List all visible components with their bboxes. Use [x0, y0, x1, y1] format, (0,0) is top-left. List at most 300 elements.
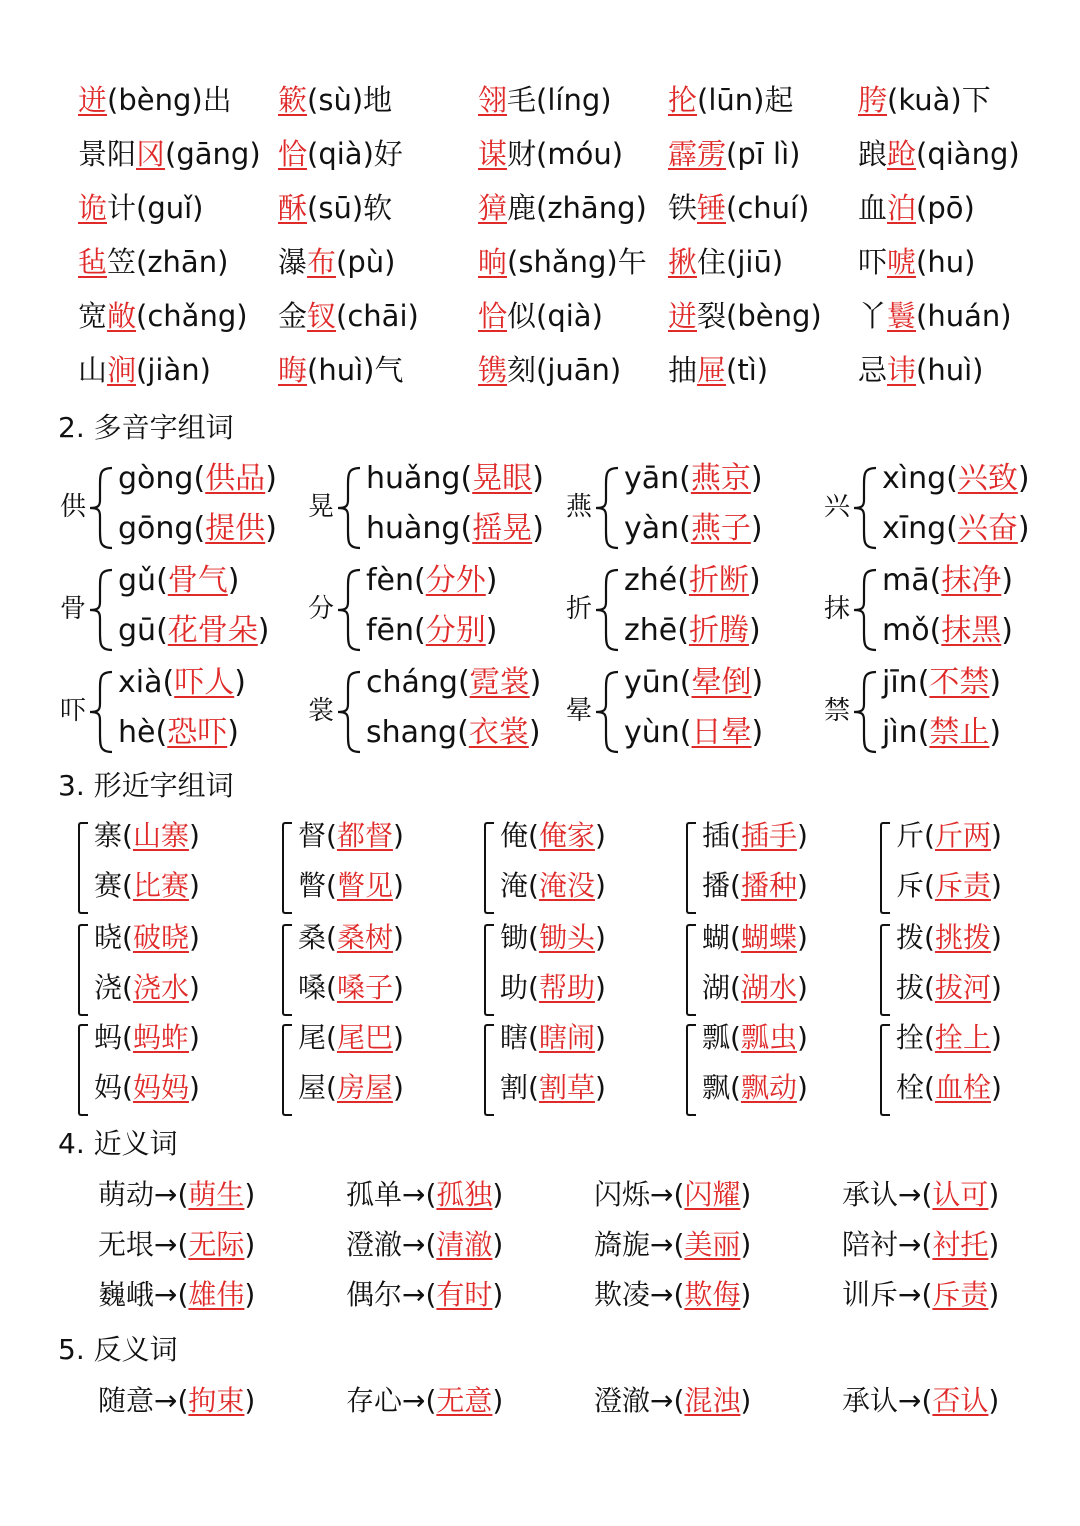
pinyin: yān	[624, 461, 680, 496]
example-word: 瞥见	[336, 869, 393, 902]
arrow: →(	[898, 1278, 933, 1311]
polyphonic-group	[308, 560, 548, 660]
pinyin-item	[668, 299, 822, 333]
pinyin-text: 住(jiū)	[697, 245, 784, 279]
highlighted-char: 恰	[478, 299, 508, 333]
similar-shape-group	[484, 920, 664, 1020]
curly-brace-icon	[850, 670, 880, 754]
paren: )	[748, 613, 761, 648]
synonym-pair	[346, 1278, 504, 1311]
pinyin-item	[668, 137, 801, 171]
paren: )	[751, 665, 764, 700]
char: 浇	[94, 971, 123, 1004]
pinyin-text: (pù)	[336, 245, 396, 279]
char-line	[896, 971, 1002, 1004]
paren: )	[594, 819, 606, 852]
example-word: 房屋	[336, 1071, 393, 1104]
pinyin-text: 似(qià)	[507, 299, 603, 333]
word: 澄澈	[346, 1228, 403, 1261]
arrow: →(	[154, 1178, 189, 1211]
arrow: →(	[898, 1384, 933, 1417]
brace	[592, 670, 622, 758]
paren: )	[990, 1071, 1002, 1104]
curly-brace-icon	[850, 568, 880, 652]
pinyin-text: (huán)	[916, 299, 1012, 333]
char: 赛	[94, 869, 123, 902]
char: 斤	[896, 819, 925, 852]
paren: (	[730, 971, 741, 1004]
pinyin-item	[278, 191, 393, 225]
example-word: 破晓	[132, 921, 189, 954]
polyphonic-char: 折	[566, 594, 593, 624]
word: 孤单	[346, 1178, 403, 1211]
synonym-pair	[594, 1278, 752, 1311]
char-line	[702, 819, 808, 852]
char-line	[896, 869, 1002, 902]
example-word: 都督	[336, 819, 393, 852]
char: 湖	[702, 971, 731, 1004]
pinyin-item	[858, 245, 976, 279]
reading-line	[366, 461, 544, 496]
example-word: 霓裳	[469, 665, 530, 700]
example-word: 挑拨	[934, 921, 991, 954]
paren: )	[392, 921, 404, 954]
char-line	[298, 1021, 404, 1054]
similar-shape-group	[880, 1020, 1060, 1120]
pinyin: yùn	[624, 715, 680, 750]
synonym-pair	[98, 1178, 256, 1211]
polyphonic-group	[566, 458, 806, 558]
example-word: 山寨	[132, 819, 189, 852]
highlighted-char: 晦	[278, 353, 308, 387]
paren: )	[188, 921, 200, 954]
example-word: 禁止	[929, 715, 990, 750]
highlighted-char: 霹雳	[668, 137, 727, 171]
paren: (	[326, 1071, 337, 1104]
reading-line	[118, 613, 270, 648]
paren: )	[532, 511, 544, 546]
paren: )	[492, 1178, 504, 1211]
polyphonic-char: 吓	[60, 696, 87, 726]
word: 旖旎	[594, 1228, 651, 1261]
paren: (	[730, 1021, 741, 1054]
example-word: 妈妈	[132, 1071, 189, 1104]
pinyin-item	[278, 137, 403, 171]
highlighted-char: 钗	[307, 299, 337, 333]
pinyin-item	[858, 83, 991, 117]
word: 无垠	[98, 1228, 155, 1261]
pinyin-item	[858, 137, 1020, 171]
pinyin-text: 血	[858, 191, 888, 225]
paren: )	[740, 1228, 752, 1261]
example-word: 尾巴	[336, 1021, 393, 1054]
pinyin: hè	[118, 715, 156, 750]
polyphonic-char: 晃	[308, 492, 335, 522]
answer-word: 闪耀	[684, 1178, 741, 1211]
paren: (	[929, 563, 942, 598]
brace	[592, 568, 622, 656]
pinyin-text: (chǎng)	[136, 299, 248, 333]
pinyin: fèn	[366, 563, 415, 598]
highlighted-char: 唬	[887, 245, 917, 279]
paren: )	[740, 1178, 752, 1211]
pinyin-item	[278, 245, 396, 279]
paren: )	[594, 869, 606, 902]
synonym-pair	[594, 1178, 752, 1211]
bracket	[78, 822, 88, 914]
highlighted-char: 敞	[107, 299, 137, 333]
bracket	[880, 1024, 890, 1116]
example-word: 桑树	[336, 921, 393, 954]
reading-line	[366, 665, 542, 700]
paren: )	[188, 869, 200, 902]
paren: )	[257, 613, 270, 648]
similar-shape-group	[686, 920, 866, 1020]
synonym-pair	[346, 1228, 504, 1261]
example-word: 提供	[205, 511, 266, 546]
pinyin-item	[478, 353, 622, 387]
char-line	[94, 921, 200, 954]
char: 斥	[896, 869, 925, 902]
example-word: 供品	[205, 461, 266, 496]
paren: (	[326, 971, 337, 1004]
antonym-pair	[346, 1384, 504, 1417]
answer-word: 欺侮	[684, 1278, 741, 1311]
pinyin: mǒ	[882, 613, 930, 648]
paren: )	[988, 1278, 1000, 1311]
paren: (	[122, 1071, 133, 1104]
pinyin-text: (hu)	[916, 245, 976, 279]
paren: (	[460, 511, 473, 546]
pinyin-item	[668, 83, 794, 117]
section-title-antonyms: 5. 反义词	[58, 1333, 178, 1366]
paren: )	[990, 819, 1002, 852]
char-line	[94, 971, 200, 1004]
pinyin-text: 忌	[858, 353, 888, 387]
pinyin-text: 裂(bèng)	[697, 299, 822, 333]
paren: (	[193, 511, 206, 546]
paren: )	[594, 1071, 606, 1104]
pinyin-item	[478, 137, 624, 171]
synonym-pair	[842, 1178, 1000, 1211]
answer-word: 孤独	[436, 1178, 493, 1211]
highlighted-char: 翎	[478, 83, 508, 117]
pinyin: jìn	[882, 715, 918, 750]
pinyin-item	[278, 353, 404, 387]
paren: (	[155, 715, 168, 750]
section-title-polyphonic: 2. 多音字组词	[58, 411, 234, 444]
paren: (	[679, 511, 691, 546]
char-line	[298, 1071, 404, 1104]
reading-line	[882, 461, 1030, 496]
section-title-similar-shape: 3. 形近字组词	[58, 769, 234, 802]
pinyin-text: (chuí)	[726, 191, 810, 225]
example-word: 恐吓	[167, 715, 228, 750]
paren: (	[528, 819, 539, 852]
paren: (	[924, 1071, 935, 1104]
paren: )	[990, 869, 1002, 902]
paren: )	[796, 921, 808, 954]
example-word: 衣裳	[468, 715, 529, 750]
bracket	[880, 924, 890, 1016]
paren: )	[227, 715, 239, 750]
paren: )	[751, 715, 764, 750]
example-word: 淹没	[538, 869, 595, 902]
brace	[850, 568, 880, 656]
char-line	[500, 1021, 606, 1054]
example-word: 抹黑	[941, 613, 1002, 648]
pinyin-item	[78, 245, 229, 279]
curly-brace-icon	[592, 466, 622, 550]
pinyin-text: (gāng)	[165, 137, 261, 171]
synonym-pair	[346, 1178, 504, 1211]
paren: )	[796, 971, 808, 1004]
pinyin: fēn	[366, 613, 415, 648]
bracket	[484, 822, 494, 914]
paren: (	[414, 563, 426, 598]
paren: (	[929, 613, 942, 648]
reading-line	[882, 665, 1002, 700]
bracket	[78, 1024, 88, 1116]
answer-word: 混浊	[684, 1384, 741, 1417]
paren: )	[796, 1021, 808, 1054]
bracket	[686, 1024, 696, 1116]
pinyin: huàng	[366, 511, 461, 546]
highlighted-char: 恰	[278, 137, 308, 171]
paren: (	[917, 665, 930, 700]
paren: )	[532, 461, 544, 496]
example-word: 浇水	[132, 971, 189, 1004]
paren: )	[796, 869, 808, 902]
highlighted-char: 涧	[107, 353, 137, 387]
pinyin-item	[668, 245, 784, 279]
example-word: 拴上	[934, 1021, 991, 1054]
paren: (	[156, 563, 168, 598]
curly-brace-icon	[334, 568, 364, 652]
answer-word: 清澈	[436, 1228, 493, 1261]
paren: )	[740, 1278, 752, 1311]
paren: (	[162, 665, 175, 700]
paren: (	[122, 869, 133, 902]
polyphonic-char: 供	[60, 492, 87, 522]
highlighted-char: 毡	[78, 245, 108, 279]
highlighted-char: 晌	[478, 245, 508, 279]
char: 晓	[94, 921, 123, 954]
paren: (	[730, 869, 741, 902]
arrow: →(	[650, 1384, 685, 1417]
paren: )	[244, 1384, 256, 1417]
similar-shape-group	[78, 1020, 258, 1120]
polyphonic-group	[308, 662, 548, 762]
paren: )	[748, 563, 761, 598]
arrow: →(	[402, 1228, 437, 1261]
pinyin: zhé	[624, 563, 678, 598]
answer-word: 萌生	[188, 1178, 245, 1211]
paren: )	[1001, 613, 1014, 648]
paren: (	[679, 665, 692, 700]
pinyin-item	[478, 191, 647, 225]
pinyin: gǔ	[118, 563, 157, 598]
example-word: 飘动	[740, 1071, 797, 1104]
pinyin-item	[78, 83, 232, 117]
paren: )	[988, 1384, 1000, 1417]
char-line	[298, 869, 404, 902]
char: 插	[702, 819, 731, 852]
paren: )	[750, 461, 763, 496]
char-line	[500, 971, 606, 1004]
paren: (	[457, 715, 469, 750]
similar-shape-group	[484, 818, 664, 918]
bracket	[484, 1024, 494, 1116]
reading-line	[366, 613, 498, 648]
paren: )	[1017, 461, 1030, 496]
similar-shape-group	[686, 1020, 866, 1120]
paren: )	[492, 1278, 504, 1311]
paren: )	[594, 971, 606, 1004]
pinyin-item	[78, 137, 261, 171]
paren: )	[244, 1178, 256, 1211]
paren: (	[730, 921, 741, 954]
pinyin: huǎng	[366, 461, 461, 496]
pinyin-text: (tì)	[726, 353, 769, 387]
word: 欺凌	[594, 1278, 651, 1311]
pinyin-text: 山	[78, 353, 108, 387]
section-title-synonyms: 4. 近义词	[58, 1127, 178, 1160]
synonym-pair	[842, 1278, 1000, 1311]
arrow: →(	[650, 1278, 685, 1311]
arrow: →(	[402, 1384, 437, 1417]
reading-line	[624, 715, 764, 750]
reading-line	[624, 461, 763, 496]
char-line	[500, 1071, 606, 1104]
brace	[850, 670, 880, 758]
example-word: 拔河	[934, 971, 991, 1004]
example-word: 湖水	[740, 971, 797, 1004]
similar-shape-group	[78, 818, 258, 918]
pinyin: xìng	[882, 461, 947, 496]
pinyin: zhē	[624, 613, 678, 648]
paren: (	[326, 869, 337, 902]
char-line	[94, 869, 200, 902]
highlighted-char: 跄	[887, 137, 917, 171]
reading-line	[624, 511, 763, 546]
pinyin: yūn	[624, 665, 680, 700]
paren: )	[594, 921, 606, 954]
curly-brace-icon	[850, 466, 880, 550]
highlighted-char: 诡	[78, 191, 108, 225]
answer-word: 美丽	[684, 1228, 741, 1261]
paren: (	[528, 869, 539, 902]
pinyin-text: (pī lì)	[726, 137, 801, 171]
example-word: 燕子	[690, 511, 751, 546]
char: 拔	[896, 971, 925, 1004]
word: 存心	[346, 1384, 403, 1417]
highlighted-char: 屉	[697, 353, 727, 387]
pinyin-text: 景阳	[78, 137, 137, 171]
paren: (	[528, 921, 539, 954]
paren: (	[460, 461, 473, 496]
reading-line	[624, 563, 761, 598]
paren: (	[917, 715, 930, 750]
paren: (	[122, 971, 133, 1004]
brace	[850, 466, 880, 554]
paren: )	[989, 715, 1002, 750]
reading-line	[118, 665, 246, 700]
pinyin-text: 丫	[858, 299, 888, 333]
polyphonic-char: 晕	[566, 696, 593, 726]
bracket	[282, 822, 292, 914]
antonym-pair	[98, 1384, 256, 1417]
char-line	[896, 1021, 1002, 1054]
reading-line	[882, 563, 1014, 598]
char-line	[896, 921, 1002, 954]
char: 栓	[896, 1071, 925, 1104]
brace	[86, 466, 116, 554]
paren: (	[924, 971, 935, 1004]
char: 俺	[500, 819, 529, 852]
answer-word: 拘束	[188, 1384, 245, 1417]
example-word: 不禁	[929, 665, 990, 700]
pinyin-text: (pō)	[916, 191, 975, 225]
answer-word: 否认	[932, 1384, 989, 1417]
pinyin-text: 财(móu)	[507, 137, 624, 171]
example-word: 兴致	[957, 461, 1018, 496]
paren: (	[528, 1071, 539, 1104]
polyphonic-char: 抹	[824, 594, 851, 624]
pinyin-text: (shǎng)午	[507, 245, 647, 279]
highlighted-char: 酥	[278, 191, 308, 225]
example-word: 瞎闹	[538, 1021, 595, 1054]
paren: )	[740, 1384, 752, 1417]
bracket	[880, 822, 890, 914]
paren: )	[244, 1228, 256, 1261]
paren: (	[730, 819, 741, 852]
char-line	[896, 1071, 1002, 1104]
char: 助	[500, 971, 529, 1004]
pinyin-item	[278, 299, 419, 333]
char: 瓢	[702, 1021, 731, 1054]
reading-line	[366, 563, 498, 598]
example-word: 嗓子	[336, 971, 393, 1004]
highlighted-char: 镌	[478, 353, 508, 387]
char: 拴	[896, 1021, 925, 1054]
paren: )	[796, 1071, 808, 1104]
pinyin-text: 抽	[668, 353, 698, 387]
paren: )	[392, 819, 404, 852]
arrow: →(	[650, 1178, 685, 1211]
paren: )	[188, 1021, 200, 1054]
pinyin-item	[78, 299, 248, 333]
char-line	[702, 1021, 808, 1054]
arrow: →(	[154, 1278, 189, 1311]
example-word: 兴奋	[957, 511, 1018, 546]
paren: )	[392, 1071, 404, 1104]
paren: (	[414, 613, 426, 648]
pinyin: xīng	[882, 511, 947, 546]
polyphonic-group	[60, 458, 300, 558]
char: 尾	[298, 1021, 327, 1054]
char: 拨	[896, 921, 925, 954]
pinyin-item	[858, 299, 1012, 333]
reading-line	[624, 613, 761, 648]
brace	[592, 466, 622, 554]
word: 随意	[98, 1384, 155, 1417]
pinyin-text: 铁	[668, 191, 698, 225]
similar-shape-group	[282, 920, 462, 1020]
char: 蚂	[94, 1021, 123, 1054]
example-word: 折腾	[688, 613, 749, 648]
polyphonic-group	[824, 458, 1064, 558]
